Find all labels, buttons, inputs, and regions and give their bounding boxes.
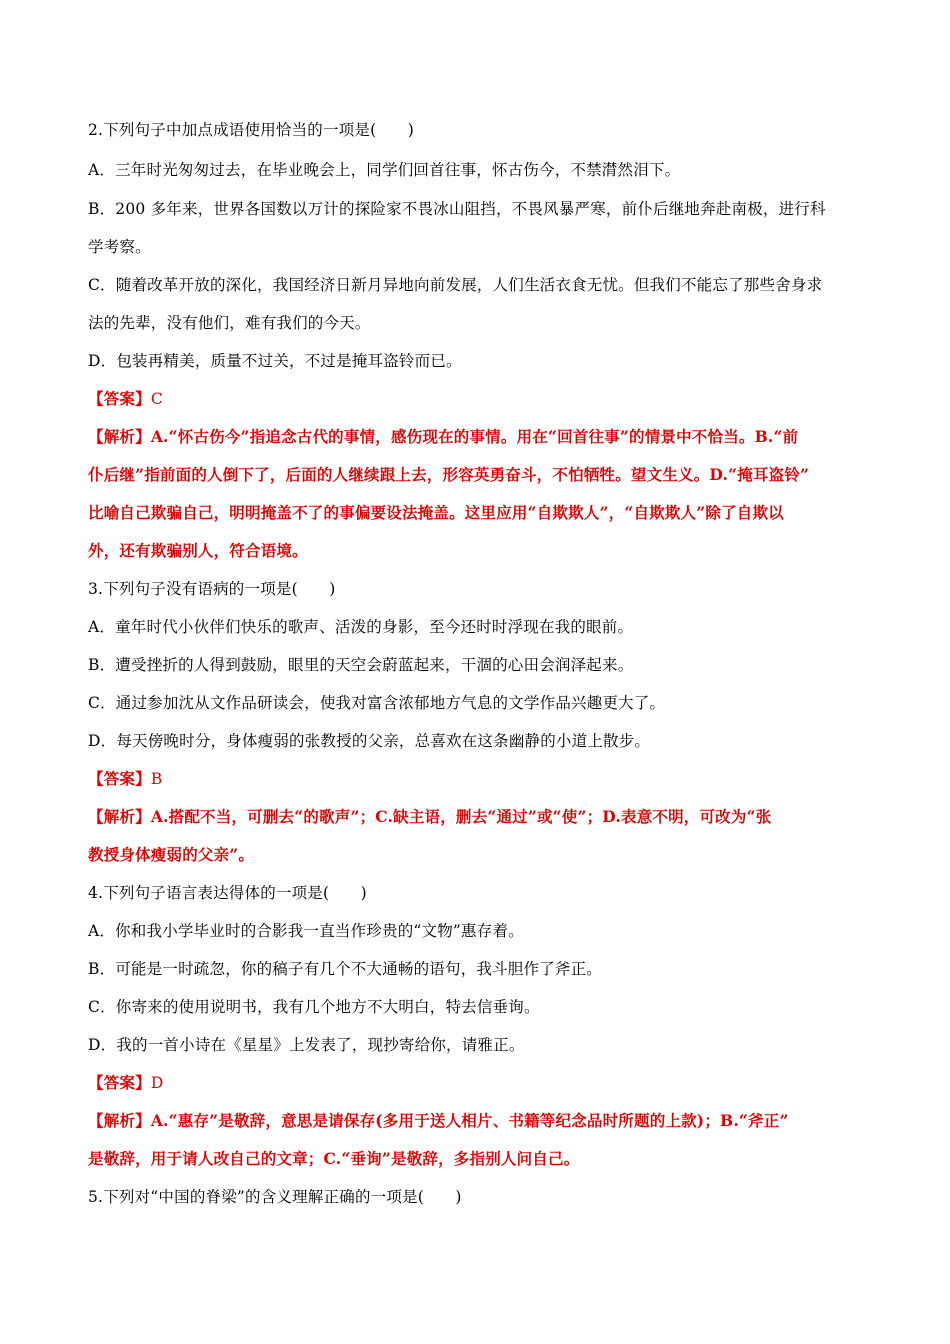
answer-tag: 【答案】 — [88, 769, 151, 788]
analysis-tag: 【解析】 — [88, 427, 151, 446]
question-4-analysis-line1 — [88, 1109, 868, 1133]
question-3-option-b: B．遭受挫折的人得到鼓励，眼里的天空会蔚蓝起来，干涸的心田会润泽起来。 — [88, 656, 634, 674]
question-3-option-a: A．童年时代小伙伴们快乐的歌声、活泼的身影，至今还时时浮现在我的眼前。 — [88, 618, 634, 636]
question-3-analysis-line1 — [88, 805, 868, 829]
question-4-analysis-line2: 是敬辞，用于请人改自己的文章；C.“垂询”是敬辞，多指别人问自己。 — [88, 1149, 580, 1168]
answer-value: B — [150, 770, 163, 788]
question-2-option-a: A．三年时光匆匆过去，在毕业晚会上，同学们回首往事，怀古伤今，不禁潸然泪下。 — [88, 161, 681, 179]
question-4-option-b: B．可能是一时疏忽，你的稿子有几个不大通畅的语句，我斗胆作了斧正。 — [88, 960, 602, 978]
question-2-option-c-line2: 法的先辈，没有他们，难有我们的今天。 — [88, 314, 371, 332]
question-2-answer — [88, 387, 868, 411]
question-2-option-b-line2: 学考察。 — [88, 238, 151, 256]
question-3-stem: 3.下列句子没有语病的一项是( ) — [88, 580, 336, 598]
answer-tag: 【答案】 — [88, 1073, 151, 1092]
question-2-option-c-line1: C．随着改革开放的深化，我国经济日新月异地向前发展，人们生活衣食无忧。但我们不能忘了那些舍身求 — [88, 276, 823, 294]
question-3-option-c: C．通过参加沈从文作品研读会，使我对富含浓郁地方气息的文学作品兴趣更大了。 — [88, 694, 666, 712]
analysis-text: A.“怀古伤今”指追念古代的事情，感伤现在的事情。用在“回首往事”的情景中不恰当。B.“前 — [150, 427, 799, 446]
question-2-analysis-line3: 比喻自己欺骗自己，明明掩盖不了的事偏要设法掩盖。这里应用“自欺欺人”，“自欺欺人”除了自欺以 — [88, 503, 784, 522]
answer-tag: 【答案】 — [88, 389, 151, 408]
question-2-analysis-line1 — [88, 425, 868, 449]
question-4-option-d: D．我的一首小诗在《星星》上发表了，现抄寄给你，请雅正。 — [88, 1036, 525, 1054]
analysis-text: A.“惠存”是敬辞，意思是请保存(多用于送人相片、书籍等纪念品时所题的上款)；B.“斧正” — [150, 1111, 789, 1130]
analysis-text: A.搭配不当，可删去“的歌声”；C.缺主语，删去“通过”或“使”；D.表意不明，可改为“张 — [150, 807, 772, 826]
question-2-analysis-line2: 仆后继”指前面的人倒下了，后面的人继续跟上去，形容英勇奋斗，不怕牺牲。望文生义。D.“掩耳盗铃” — [88, 465, 810, 484]
question-2-analysis-line4: 外，还有欺骗别人，符合语境。 — [88, 541, 308, 560]
question-4-answer — [88, 1071, 868, 1095]
analysis-tag: 【解析】 — [88, 1111, 151, 1130]
question-3-option-d: D．每天傍晚时分，身体瘦弱的张教授的父亲，总喜欢在这条幽静的小道上散步。 — [88, 732, 651, 750]
analysis-tag: 【解析】 — [88, 807, 151, 826]
question-4-option-a: A．你和我小学毕业时的合影我一直当作珍贵的“文物”惠存着。 — [88, 922, 524, 940]
answer-value: C — [150, 390, 163, 408]
question-4-stem: 4.下列句子语言表达得体的一项是( ) — [88, 884, 367, 902]
answer-value: D — [150, 1074, 164, 1092]
question-4-option-c: C．你寄来的使用说明书，我有几个地方不大明白，特去信垂询。 — [88, 998, 540, 1016]
question-2-stem: 2.下列句子中加点成语使用恰当的一项是( ) — [88, 121, 414, 139]
question-2-option-d: D．包装再精美，质量不过关，不过是掩耳盗铃而已。 — [88, 352, 462, 370]
question-3-analysis-line2: 教授身体瘦弱的父亲”。 — [88, 845, 255, 864]
question-5-stem: 5.下列对“中国的脊梁”的含义理解正确的一项是( ) — [88, 1188, 462, 1206]
question-3-answer — [88, 767, 868, 791]
question-2-option-b-line1: B．200 多年来，世界各国数以万计的探险家不畏冰山阻挡，不畏风暴严寒，前仆后继地奔赴南极，进行科 — [88, 200, 826, 218]
